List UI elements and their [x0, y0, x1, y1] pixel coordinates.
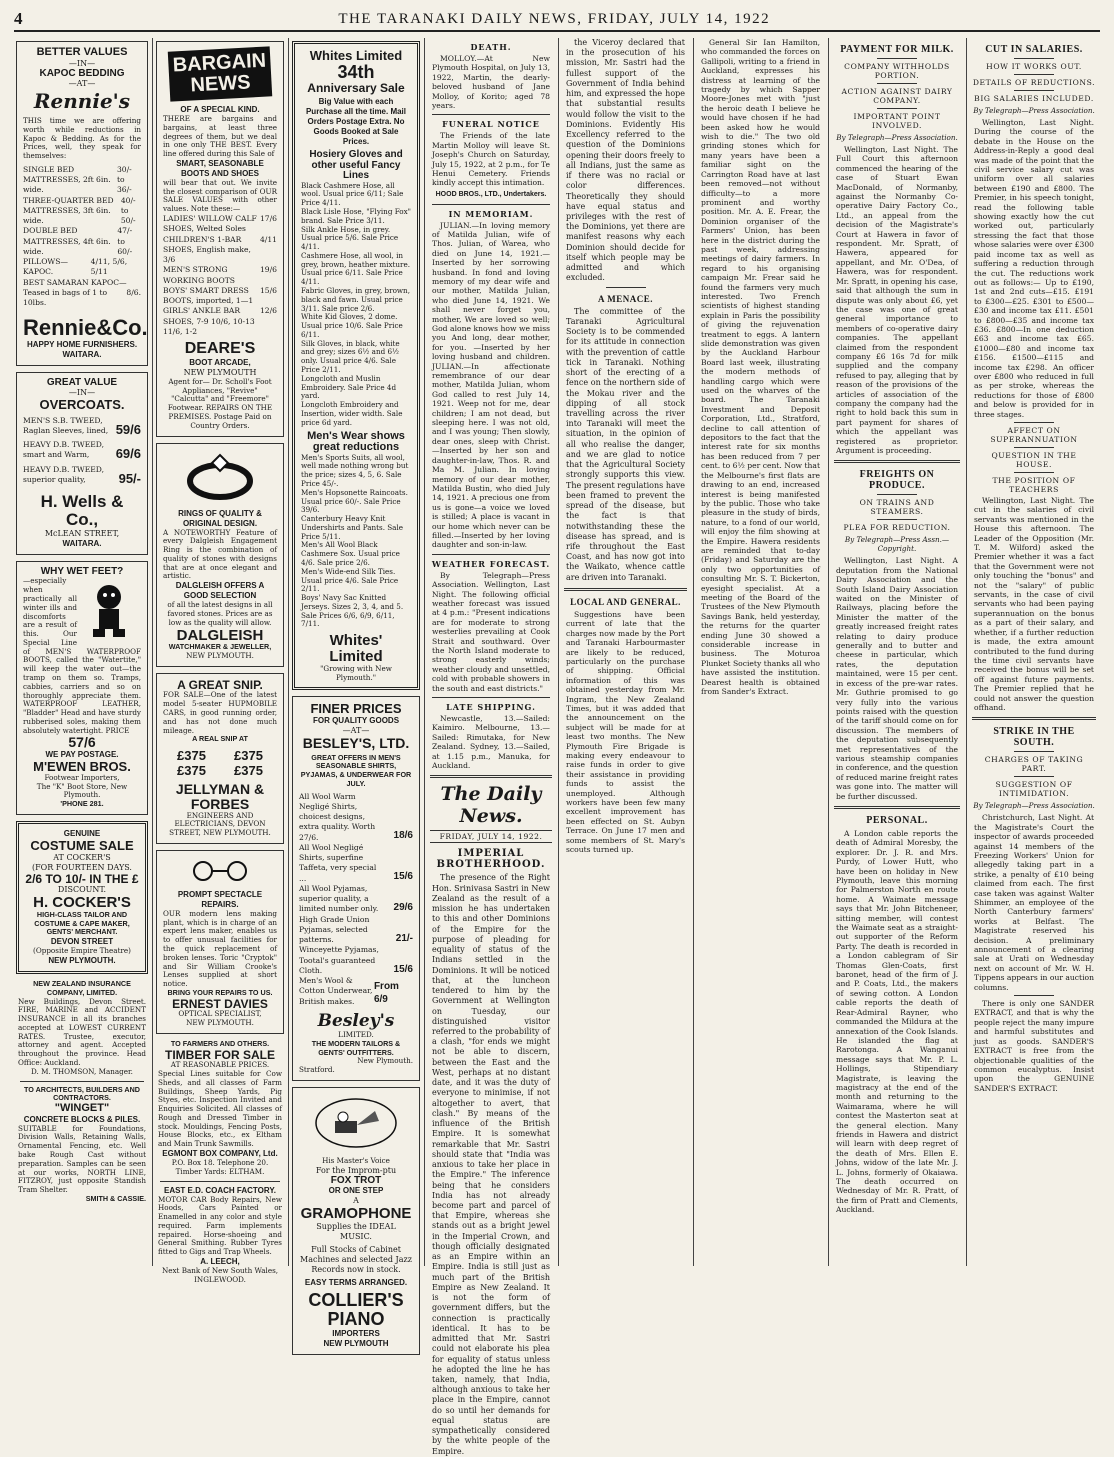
whites-sale-ad: [292, 41, 420, 690]
ad-text: WE PAY POSTAGE.: [45, 750, 119, 760]
price-item: Men's Wool & Cotton Underwear, British makes.: [299, 976, 373, 1006]
ad-headline: NEW ZEALAND INSURANCE COMPANY, LIMITED.: [33, 979, 131, 997]
price-value: £375: [177, 763, 206, 779]
issue-date: FRIDAY, JULY 14, 1922.: [430, 830, 552, 843]
ad-text: —especially when practically all winter ills and discomforts are a result of this. Our Special Line of MEN'S WATERPROOF BOOTS, called the "Watertite," will keep the water out—the tramp on them so. Tramps, cabbies, carriers and so on thoroughly appreciate them. WATERPROOF LEATHER, "Bladder" Head and have sturdy rubberised soles, making them absolutely watertight. PRICE: [23, 576, 141, 735]
ad-brand: BESLEY'S, LTD.: [302, 734, 410, 751]
byline: By Telegraph—Press Assn.—Copyright.: [844, 535, 950, 554]
list-item: Cashmere Hose, all wool, in grey, brown, heather mixture. Usual price 6/11. Sale Price 4/11.: [301, 250, 410, 287]
ad-text: P.O. Box 18. Telephone 20. Timber Yards: ELTHAM.: [171, 1158, 269, 1176]
price-item: THREE-QUARTER BED MATTRESSES, 3ft 6in. wide.: [23, 195, 114, 226]
ad-text: DEVON STREET: [50, 937, 114, 947]
ad-headline: SMART, SEASONABLE BOOTS AND SHOES: [176, 158, 264, 178]
price-item: High Grade Union Pyjamas, selected patterns.: [299, 914, 370, 945]
ad-text: —AT—: [342, 725, 370, 735]
column-2: [154, 38, 286, 1284]
price-item: MEN'S S.B. TWEED, Raglan Sleeves, lined,: [23, 415, 109, 435]
list-item: Men's Hopsonette Raincoats. Usual price 60/-. Sale Price 39/6.: [301, 487, 408, 515]
freights-article: [830, 556, 964, 801]
ad-brand: Rennie&Co.: [23, 315, 148, 341]
list-item: Men's Wide-end Silk Ties. Usual price 4/6. Sale Price 2/11.: [301, 566, 399, 594]
price-item: PILLOWS—KAPOC.: [23, 257, 69, 277]
ad-headline: A GREAT SNIP.: [177, 677, 263, 692]
besley-finer-prices-ad: [292, 696, 420, 1081]
masthead: [14, 8, 1100, 32]
ad-brand: H. Wells & Co.,: [40, 492, 124, 530]
sander-extract-notice: [968, 999, 1100, 1093]
price-item: Teased in bags of 1 to 10lbs.: [23, 287, 108, 308]
article-text: Christchurch, Last Night. At the Magistrate's Court the inspector of awards proceeded against 14 members of the Freezing Workers' Union for allegedly taking part in a strike, a penalty of £10 being claimed from each. The first case taken was against Walter Shimmer, an employee of the North Canterbury farmers' works at Belfast. The Magistrate reserved his decision. A preliminary announcement of a clearing sale at Urati on Wednesday next on account of Mr. W. H. Tippens appears in our auction columns.: [974, 813, 1094, 992]
newspaper-title: THE TARANAKI DAILY NEWS, FRIDAY, JULY 14, 1922: [338, 10, 771, 27]
price-item: All Wool Pyjamas, superior quality, a limited number only.: [299, 883, 379, 914]
ad-headline: BETTER VALUES: [36, 46, 128, 58]
ad-text: AT REASONABLE PRICES.: [170, 1060, 270, 1070]
price-item: HEAVY D.B. TWEED, superior quality,: [23, 464, 105, 484]
cocker-costume-ad: [16, 821, 148, 974]
price-value: 40/- to 50/-: [120, 195, 136, 226]
ad-text: —IN—: [68, 58, 96, 68]
ad-text: DISCOUNT.: [57, 885, 107, 895]
article-subheading: ON TRAINS AND STEAMERS.: [859, 498, 935, 517]
price-value: 95/-: [118, 470, 141, 486]
egmont-timber-ad: [154, 1040, 286, 1177]
ad-brand: DALGLEISH: [176, 626, 264, 644]
personal-column: [830, 829, 964, 1215]
ad-text: BRING YOUR REPAIRS TO US.: [167, 987, 273, 997]
price-value: 4/11, 5/6, 5/11: [90, 257, 128, 277]
ad-text: THERE are bargains and bargains, at least three degrees of them, but we deal in one only THE BEST. Every line offered during this Sale of: [163, 114, 277, 159]
price-item: Winceyette Pyjamas, Tootal's guaranteed Cloth.: [299, 945, 379, 975]
list-item: Silk Ankle Hose, in grey. Usual price 5/6. Sale Price 4/11.: [301, 224, 399, 252]
ad-headline: 2/6 TO 10/- IN THE £: [25, 871, 139, 886]
column-5: [560, 38, 691, 1266]
ad-headline: TO FARMERS AND OTHERS.: [170, 1038, 270, 1048]
price-value: 8/6.: [126, 287, 141, 297]
price-value: 18/6: [393, 830, 413, 842]
ad-headline: Hosiery Gloves and other useful Fancy Lines: [309, 149, 403, 182]
price-value: 47/- to 60/-: [117, 226, 133, 256]
price-value: £375: [177, 748, 206, 764]
ad-headline: PROMPT SPECTACLE REPAIRS.: [177, 889, 263, 909]
list-item: Silk Gloves, in black, white and grey; sizes 6½ and 6½ only. Usual price 4/6. Sale Price 2/11.: [301, 338, 400, 375]
section-heading: FUNERAL NOTICE: [442, 119, 540, 130]
bargain-news-banner: BARGAIN NEWS: [168, 46, 272, 101]
column-6: [695, 38, 826, 1266]
page-number: 4: [14, 9, 23, 28]
article-text: the Viceroy declared that in the prosecution of his mission, Mr. Sastri had the fullest support of the Government of India behind him, and expressed the hope that substantial results would follow the visit to the Dominions. Evidently His Excellency referred to the question of the Dominions opening their doors freely to all Indians, just the same as if there was no racial or color differences. Theoretically they should have equal status and privileges with the rest of the Dominions, yet there are manifest reasons why each Dominion should decide for itself which people may be admitted and which excluded.: [566, 38, 685, 283]
list-item: Fabric Gloves, in grey, brown, black and fawn. Usual price 3/11. Sale price 2/6.: [301, 286, 410, 313]
spectacles-icon: [185, 860, 255, 882]
price-value: 69/6: [115, 446, 141, 462]
ad-headline: Men's Wear shows great reductions: [307, 429, 405, 454]
article-text: Newcastle, 13.—Sailed: Kaimiro. Melbourne, 13.—Sailed: Rimutaka, for New Zealand. Sydney, 13.—Sailed, at 1.15 p.m., Manuka, for Auckland.: [432, 714, 550, 771]
notice-text: JULIAN.—In loving memory of Matilda Julian, wife of Thos. Julian, of Warea, who died on June 14, 1921.—Inserted by her sorrowing husband. In fond and loving memory of my dear wife and our mother, Matilda Julian, who died June 14, 1921. We shall never forget you, mother, We are loved so well; God alone knows how we miss you And long, dear mother, for you. —Inserted by her loving husband and children. JULIAN.—In affectionate remembrance of our dear mother, Matilda Julian, whom God called to rest July 14, 1921. Weep not for me, dear children; I am not dead, but sleeping here. I was not old, and I was young; Then slowly, dear ones, sleep with Christ.—Inserted by her son and daughter-in-law, Thos. R. and Ma M. Julian. In loving memory of our dear mother, Matilda Bustin, who died July 14, 1921. A precious one from us is gone—a voice we loved is stilled; A place is vacant in our home which never can be filled.—Inserted by her loving daughter and son-in-law.: [432, 220, 550, 550]
ad-text: SMITH & CASSIE.: [85, 1193, 146, 1203]
price-value: 15/6: [393, 963, 413, 975]
ad-text: of all the latest designs in all favored stones. Prices are as low as the quality will allow.: [167, 600, 273, 627]
ad-brand: Rennie's: [33, 89, 131, 114]
article-text: The presence of the Right Hon. Srinivasa Sastri in New Zealand as the result of a mission he has undertaken to this and other Dominions of the Empire for the purpose of pleading for equality of status of the Indians settled in the Dominions. It will be noticed that, at the luncheon tendered to him by the Government at Wellington on Tuesday, our distinguished visitor referred to the probability of a clash, "for ends we might not be able to discern, between the East and the West, perhaps at no distant date, and it was the duty of everyone to minimise, if not altogether to avert, that clash." By means of the influence of the British Empire. It is somewhat remarkable that Mr. Sastri should state that "India was anxious to take her place in the Empire." The inference being that he considers India has not already become part and parcel of that Empire, whereas she stands out as a bright jewel in the Imperial Crown, and though officially designated as an Empire within an Empire. India is still just as much part of the British Empire as New Zealand. It is not the form of government differs, but the connection is practically identical. It has to be admitted that Mr. Sastri could not elaborate his plea for equality of status unless he adopted the line he has taken, namely, that India, although anxious to take her place in the Empire, cannot do so until her demands for equal status are sympathetically considered by the white people of the Empire.: [432, 873, 550, 1456]
byline: By Telegraph—Press Association.: [973, 801, 1095, 811]
ad-text: 'PHONE 281.: [60, 799, 104, 809]
price-item: DOUBLE BED MATTRESSES, 4ft 6in. wide.: [23, 226, 111, 256]
price-item: GIRLS' ANKLE BAR SHOES, 7-9 10/6, 10-13 11/6, 1-2: [163, 306, 255, 336]
section-heading: IN MEMORIAM.: [448, 208, 534, 219]
article-text: By Telegraph—Press Association. Wellington, Last Night. The following official weather forecast was issued at 4 p.m.: "Present indications are for moderate to strong westerlies prevailing at Cook Strait and southward. Over the North Island moderate to strong easterly winds; weather cloudy and unsettled, cold with probable showers in the south and east districts.": [432, 570, 550, 693]
ad-headline: DALGLEISH OFFERS A GOOD SELECTION: [175, 581, 265, 601]
article-heading: PAYMENT FOR MILK.: [840, 44, 954, 55]
superannuation-article: [968, 496, 1100, 712]
ad-text: GENUINE: [63, 828, 101, 838]
boy-illustration-icon: [79, 579, 139, 639]
death-notice: [426, 54, 556, 110]
ad-text: OR ONE STEP: [328, 1186, 384, 1196]
price-item: All Wool Negligé Shirts, superfine Taffeta, very special ...: [299, 842, 377, 883]
ad-brand: EGMONT BOX COMPANY, Ltd.: [162, 1149, 278, 1159]
ad-headline: KAPOC BEDDING: [39, 67, 125, 79]
article-text: General Sir Ian Hamilton, who commanded the forces on Gallipoli, writing to a friend in Auckland, expresses his distress at learning of the tragedy by which Sapper Moore-Jones met with "just the heroic death I believe he would have chosen if he had been asked how he would wish to die." The two old grinding stones which for many years have been a familiar sight on the Carrington Road have at last been removed—not without difficulty—to a more prominent and worthy position. Mr. A. E. Frear, the Dominion organiser of the Farmers' Union, has been here in the district during the past week, addressing meetings of dairy farmers. In regard to his organising campaign Mr. Frear said he found the farmers very much interested. Two French scientists of highest standing explain in Paris the possibility of giving the rejuvenation treatment to eggs. A lantern slide demonstration was given by the Auckland Harbour Board last week, illustrating the modern methods of handling cargo which were used on the wharves of the board. The Taranaki Investment and Deposit Corporation, Ltd., Stratford, decline to call attention of depositors to the fact that the interest rate for six months has been reduced from 7 per cent. to 6½ per cent. Now that the Melbourne's first flats are drawing to an end, increased interest is being manifested by the public. Those who take pleasure in the study of birds, nature, to a fond of our world, will enjoy the film showing at the Empire. Hawera residents are reminded that to-day (Friday) and Saturday are the only two opportunities of consulting Mr. S. T. Bickerton, eyesight specialist. At a meeting of the Board of the Trustees of the New Plymouth Savings Bank, held yesterday, the returns for the quarter ending June 30 showed a considerable increase in business. The Moturoa Plunket Society thanks all who have assisted the institution. Dearest health is obtained from Sander's Extract.: [701, 38, 820, 697]
list-item: White Kid Gloves, 2 dome. Usual price 10/6. Sale Price 6/11.: [301, 312, 403, 339]
ad-text: Full Stocks of Cabinet Machines and selected Jazz Records now in stock.: [300, 1244, 412, 1274]
ad-brand: Whites' Limited: [329, 632, 383, 665]
local-general: [560, 610, 691, 855]
article-heading: STRIKE IN THE SOUTH.: [993, 726, 1075, 749]
ad-text: "Growing with New Plymouth.": [320, 663, 392, 682]
ad-headline: OVERCOATS.: [39, 397, 125, 413]
memoriam-notice: [426, 221, 556, 550]
ad-text: IMPORTERS: [332, 1328, 380, 1338]
price-value: £375: [234, 763, 263, 779]
ad-text: For the Improm-ptu: [315, 1165, 397, 1175]
article-heading: PERSONAL.: [866, 814, 928, 826]
ad-headline: FOX TROT: [330, 1174, 382, 1186]
ad-text: AT COCKER'S: [53, 852, 111, 862]
ad-brand: Besley's: [317, 1010, 395, 1031]
ad-brand: Whites Limited: [309, 48, 403, 63]
ad-text: NEW PLYMOUTH.: [48, 956, 116, 965]
ad-text: THE MODERN TAILORS & GENTS' OUTFITTERS.: [311, 1038, 401, 1057]
list-item: Longcloth and Muslin Embroidery. Sale Price 4d yard.: [301, 373, 397, 401]
price-value: £375: [234, 748, 263, 764]
ad-brand: H. COCKER'S: [33, 894, 131, 912]
ad-text: NEW PLYMOUTH.: [186, 651, 254, 661]
jellyman-car-ad: [156, 673, 284, 844]
ad-text: D. M. THOMSON, Manager.: [31, 1066, 133, 1076]
ad-text: —IN—: [68, 388, 96, 398]
byline: By Telegraph—Press Association.: [973, 106, 1095, 115]
ad-brand: ERNEST DAVIES: [172, 996, 268, 1011]
wells-overcoats-ad: [16, 372, 148, 555]
ad-brand: DEARE'S: [184, 340, 256, 358]
ad-text: THIS time we are offering worth while reductions in Kapoc & Bedding. As for the Prices, well, they speak for themselves:: [23, 116, 141, 161]
ad-text: HIGH-CLASS TAILOR AND COSTUME & CAPE MAKER, GENTS' MERCHANT.: [34, 909, 130, 937]
price-item: HEAVY D.B. TWEED, smart and Warm,: [23, 440, 105, 460]
price-value: From 6/9: [373, 980, 399, 1006]
ad-headline: GREAT VALUE: [46, 376, 118, 388]
ad-headline: WHY WET FEET?: [40, 565, 124, 577]
list-item: Boys' Navy Sac Knitted Jerseys. Sizes 2, 3, 4, and 5. Sale Prices 6/6, 6/9, 6/11, 7/11.: [301, 593, 404, 629]
salaries-article: [968, 118, 1100, 419]
davies-spectacle-ad: [156, 850, 284, 1034]
ad-text: NEW PLYMOUTH.: [186, 1018, 254, 1028]
ad-headline: TIMBER FOR SALE: [165, 1047, 275, 1062]
ad-text: Footwear Importers,: [44, 772, 120, 782]
insurance-notice: [14, 980, 150, 1077]
list-item: Black Cashmere Hose, all wool. Usual price 6/11; Sale Price 4/11.: [301, 180, 404, 208]
ad-text: MOTOR CAR Body Repairs, New Hoods, Cars Painted or Enamelled in any color and style required. Farm implements repaired. Horse-shoeing and General Smithing. Rubber Tyres fitted to Gigs and Trap Wheels.: [158, 1194, 282, 1257]
ad-headline: Anniversary Sale: [307, 80, 405, 95]
price-value: 15/6: [393, 871, 413, 883]
deare-boot-ad: [156, 41, 284, 437]
column-7: [830, 38, 964, 1266]
ad-text: LIMITED.: [338, 1029, 374, 1039]
newspaper-nameplate: The Daily News.: [440, 783, 542, 828]
list-item: Men's All Wool Black Cashmere Sox. Usual price 4/6. Sale price 2/6.: [301, 540, 400, 567]
price-value: 57/6: [68, 734, 96, 751]
ad-headline: 34th: [337, 61, 375, 82]
ad-text: ENGINEERS AND ELECTRICIANS, DEVON STREET, NEW PLYMOUTH.: [169, 810, 271, 838]
list-item: Men's Sports Suits, all wool, well made nothing wrong but the price; sizes 4, 5, 6. Sale Price 45/-.: [301, 452, 409, 488]
article-subheading: BIG SALARIES INCLUDED.: [974, 94, 1094, 103]
ad-text: The "K" Boot Store, New Plymouth.: [36, 781, 128, 800]
leech-factory-ad: [154, 1186, 286, 1285]
list-item: Longcloth Embroidery and Insertion, wider width. Sale price 6d yard.: [301, 400, 403, 427]
byline: By Telegraph—Press Association.: [836, 133, 958, 142]
article-text: A London cable reports the death of Admiral Moresby, the explorer. Dr. J. R. and Mrs. Purdy, of Lower Hutt, who have been on holiday in New Plymouth, leave this morning for Palmerston North en route home. A Waimate message says that Mr. John Bitcheneer, sitting member, will contest the Waimate seat as a straight-out supporter of the Reform Party. The death is recorded in a London cablegram of Sir Thomas Glen-Coats, first baronet, head of the firm of J. and P. Coats, Ltd., the makers of sewing cotton. A London cable reports the death of Rear-Admiral Rayner, who commanded the Mildura at the annexation of the Cook Islands. He islanded the flag at Rarotonga. A Wanganui message says that Mr. P. L. Hollings, Stipendiary Magistrate, is leaving the magistracy at the end of the month and returning to the Waimarama, where he will contest the Masterton seat at the general election. Many friends in Hawera and district will learn with deep regret of the death of Mrs. Ellen E. Johns, widow of the late Mr. J. L. Johns, formerly of Okaiawa. The death occurred on Wednesday of Mr. R. Pratt, of the firm of Pratt and Clements, Auckland.: [836, 828, 958, 1215]
article-text: The committee of the Taranaki Agricultural Society is to be commended for its attitude in connection with the prevention of cattle tick in Taranaki. Nothing short of the erecting of a fence on the northern side of the Mokau river and the dipping of all stock travelling across the river into Taranaki will meet the situation, in the opinion of all who realise the danger, and we are glad to notice that the Agricultural Society strongly supports this view. The present regulations have been framed to prevent the spread of the disease, but the fact is that notwithstanding these the disease has spread, and is rife throughout the East Coast, and has now got into the Waikato, whence cattle are driven into Taranaki.: [566, 306, 685, 582]
section-heading: LATE SHIPPING.: [446, 702, 536, 713]
ad-text: Special Lines suitable for Cow Sheds, and all classes of Farm Buildings, Sheep Yards, Pig Styes, etc. Inspection Invited and Enquiries Solicited. All classes of Rough and Dressed Timber in stock. Mouldings, Fencing Posts, House Blocks, etc., ex Eltham and Main Trunk Sawmills.: [158, 1068, 282, 1149]
list-item: Canterbury Heavy Knit Undershirts and Pants. Sale Price 5/11.: [301, 514, 404, 541]
ad-text: WAITARA.: [62, 349, 102, 359]
menace-article: [560, 307, 691, 583]
strike-article: [968, 813, 1100, 992]
ad-headline: TO ARCHITECTS, BUILDERS AND CONTRACTORS.: [24, 1084, 140, 1103]
ad-text: NEW PLYMOUTH: [323, 1338, 389, 1348]
article-subheading: PLEA FOR REDUCTION.: [843, 523, 951, 533]
ad-brand: "WINGET": [54, 1102, 110, 1115]
ad-text: Next Bank of New South Wales, INGLEWOOD.: [161, 1266, 279, 1284]
price-value: 4/11: [259, 234, 277, 244]
column-3: [290, 38, 422, 1348]
ad-text: Big Value with each Purchase all the time. Mail Orders Postage Extra. No Goods Booked at Sale Prices.: [305, 97, 407, 147]
article-heading: LOCAL AND GENERAL.: [570, 596, 681, 607]
ad-text: His Master's Voice: [322, 1155, 390, 1165]
article-text: Wellington, Last Night. During the course of the debate in the House on the Address-in-Reply a good deal was made of the point that the civil service salary cut was uniform over all salaries between £190 and £800. The Premier, in his speech tonight, read the following table showing exactly how the cut worked out, particularly stressing the fact that those whose salaries were over £300 paid income tax as well as suffering a reduction through the cut. The reductions work out as follows:— Up to £190, 1st and 2nd cuts—£15. £191 to £300—£25. £301 to £500—£30 and income tax £11. £501 to £800—£35 and income tax £36. £800—In one deduction £63 and income tax £65. £1000—£80 and income tax £156. £1500—£115 and income tax £298. An officer over £800 who reduced in full as per stroke, whereas the reductions for those of £800 and below is provided for in three stages.: [974, 118, 1094, 419]
article-subheading: THE POSITION OF TEACHERS: [992, 476, 1076, 494]
notice-text: The Friends of the late Martin Molloy will leave St. Joseph's Church on Saturday, July 15, 1922, at 2 p.m., for Te Henui Cemetery. Friends kindly accept this intimation.: [432, 131, 550, 188]
ad-text: NEW PLYMOUTH: [183, 367, 257, 377]
article-subheading: IMPORTANT POINT INVOLVED.: [853, 112, 941, 130]
ad-text: WATCHMAKER & JEWELLER,: [168, 642, 272, 652]
price-value: 19/6: [259, 265, 277, 275]
ad-text: OPTICAL SPECIALIST,: [178, 1009, 262, 1019]
funeral-notice: [426, 131, 556, 199]
editorial: [426, 873, 556, 1456]
ad-brand: JELLYMAN & FORBES: [175, 781, 265, 812]
editorial-heading: IMPERIAL BROTHERHOOD.: [436, 848, 546, 871]
column-4: [426, 38, 556, 1456]
price-value: 59/6: [115, 421, 141, 437]
article-heading: FREIGHTS ON PRODUCE.: [859, 469, 935, 492]
ad-headline: EAST E.D. COACH FACTORY.: [163, 1185, 276, 1195]
price-value: 30/- to 36/-: [116, 164, 132, 195]
ad-text: FOR SALE—One of the latest model 5-seater HUPMOBILE CARS, in good running order, and has not done much mileage.: [163, 690, 277, 735]
ad-text: Agent for— Dr. Scholl's Foot Appliances, "Revive" "Calcutta" and "Freemore" Footwear. REPAIRS ON THE PREMISES. Postage Paid on Country Orders.: [167, 376, 273, 430]
local-general-continued: [695, 38, 826, 696]
article-subheading: COMPANY WITHHOLDS PORTION.: [844, 62, 950, 80]
price-item: CHILDREN'S 1-BAR SHOES, English make, 3/6: [163, 234, 251, 265]
ad-headline: FINER PRICES: [310, 701, 402, 717]
ad-text: OUR modern lens making plant, which is in charge of an expert lens maker, enables us to offer unusual facilities for the quick replacement of broken lenses. Toric "Cryptok" and Sir William Crooke's Lenses supplied at short notice.: [163, 908, 277, 989]
column-1: [14, 38, 150, 1266]
ad-text: (Opposite Empire Theatre): [33, 946, 131, 956]
price-value: 21/-: [395, 932, 413, 944]
article-subheading: ACTION AGAINST DAIRY COMPANY.: [841, 87, 953, 105]
price-item: SINGLE BED MATTRESSES, 2ft 6in. wide.: [23, 164, 111, 195]
article-heading: A MENACE.: [597, 293, 653, 304]
ad-text: will bear that out. We invite the closest comparison of OUR SALE VALUES with other values. Note these:—: [163, 177, 277, 214]
price-value: 12/6: [259, 306, 277, 316]
milk-article: [830, 145, 964, 455]
ad-text: EASY TERMS ARRANGED.: [304, 1277, 408, 1287]
article-subheading: HOW IT WORKS OUT.: [986, 62, 1082, 71]
ad-headline: GRAMOPHONE: [300, 1205, 412, 1223]
price-value: 15/6: [259, 285, 277, 295]
ad-text: BOOT ARCADE,: [189, 357, 251, 367]
ad-text: McLEAN STREET,: [44, 528, 120, 538]
article-text: Suggestions have been current of late that the charges now made by the Port and Taranaki Harbourmaster are likely to be reduced, particularly on the purchase of shipping. Official information of this was obtained yesterday from Mr. Ingram, the New Zealand Times, but it was added that the announcement on the subject will be made for at least two months. The New Plymouth Fire Brigade is making every endeavour to raise funds in order to give their assistance in providing funds to assist the unemployed. Although workers have been few many excellent improvement has been effected on St. Aubyn Terrace. On June 17 men and some members of St. Mary's scouts turned up.: [566, 609, 685, 855]
ad-headline: OF A SPECIAL KIND.: [180, 105, 260, 114]
ad-text: SUITABLE for Foundations, Division Walls, Retaining Walls, Ornamental Fencing, etc. Well bake Rough Cast without preparation. Samples can be seen at our works, NORTH LINE, FITZROY, just opposite Standish Tram Shelter.: [18, 1123, 146, 1195]
gramophone-dog-icon: [313, 1097, 399, 1149]
price-value: 17/6: [259, 214, 277, 224]
ad-text: New Plymouth.: [357, 1056, 413, 1066]
column-8: [968, 38, 1100, 1266]
ring-illustration-icon: [180, 453, 260, 501]
ad-headline: COSTUME SALE: [30, 837, 134, 853]
price-item: All Wool Warm Negligé Shirts, choicest designs, extra quality. Worth 27/6.: [299, 791, 376, 842]
dalgleish-rings-ad: [156, 443, 284, 667]
ad-text: Supplies the IDEAL MUSIC.: [316, 1221, 396, 1241]
article-subheading: CHARGES OF TAKING PART.: [984, 755, 1084, 774]
winget-ad: [14, 1086, 150, 1204]
ad-text: WAITARA.: [62, 538, 102, 548]
collier-gramophone-ad: [292, 1087, 420, 1355]
article-text: There is only one SANDER EXTRACT, and that is why the people reject the many impure and harmful substitutes and just as goods. SANDER'S EXTRACT is free from the objectionable qualities of the common eucalyptus. Insist upon the GENUINE SANDER'S EXTRACT.: [974, 999, 1094, 1093]
ad-text: New Buildings, Devon Street. FIRE, MARINE and ACCIDENT INSURANCE in all its branches accepted at LOWEST CURRENT RATES. Trustee, executor, attorney and agent. Accepted throughout the province. Head Office: Auckland.: [18, 996, 146, 1068]
ad-text: A REAL SNIP AT: [192, 734, 248, 744]
article-heading: AFFECT ON SUPERANNUATION: [990, 426, 1078, 444]
section-heading: DEATH.: [470, 42, 512, 52]
article-subheading: QUESTION IN THE HOUSE.: [991, 451, 1077, 469]
ad-brand: M'EWEN BROS.: [33, 759, 131, 775]
ad-text: A NOTEWORTHY Feature of every Dalgleish Engagement Ring is the combination of quality of stones with designs that are at once elegant and artistic.: [163, 527, 277, 581]
ad-headline: CONCRETE BLOCKS & PILES.: [23, 1114, 141, 1124]
weather-forecast: [426, 571, 556, 693]
article-text: Wellington, Last Night. A deputation from the National Dairy Association and the South Island Dairy Association waited on the Minister of Railways, placing before the Minister the matter of the greatly increased freight rates relating to dairy produce generally and to butter and cheese in particular, which rates, the deputation maintained, were 15 per cent. in excess of the pre-war rates. Mr. Guthrie promised to go very fully into the various points raised with the question of the tariff should come on for discussion. The members of the deputation subsequently met representatives of the various steamship companies in conference, and the question of reduced marine freight rates was gone into. The matter will be further discussed.: [836, 556, 958, 801]
list-item: Black Lisle Hose, "Flying Fox" brand. Sale Price 3/11.: [301, 206, 411, 225]
ad-text: (FOR FOURTEEN DAYS.: [32, 862, 132, 872]
mcewen-boots-ad: [16, 561, 148, 815]
rennie-bedding-ad: [16, 41, 148, 366]
article-text: Wellington, Last Night. The Full Court this afternoon commenced the hearing of the case of Stuart Ewan MacDonald, of Normanby, against the Normanby Co-operative Dairy Factory Co., Ltd., an appeal from the decision of the Magistrate's Court at Hawera in favor of respondent. Mr. Spratt, of Hawera, appeared for appellant, and Mr. O'Dea, of Hawera, was for respondent. Mr. Spratt, in opening his case, said that although the sum in dispute was only about £6, yet the case was one of great general importance to members of co-operative dairy companies. The appellant claimed from the respondent company £6 16s 7d for milk supplied and the company refused to pay, alleging that by reason of the provisions of the articles of association of the company the company had the right to hold back this sum in part payment for shares of which the appellant was registered as proprietor. Argument is proceeding.: [836, 145, 958, 455]
price-item: MEN'S STRONG WORKING BOOTS: [163, 265, 235, 285]
price-item: BOYS' SMART DRESS BOOTS, imported, 1—1: [163, 285, 254, 306]
ad-headline: RINGS OF QUALITY & ORIGINAL DESIGN.: [178, 508, 262, 528]
ad-text: Stratford.: [299, 1065, 335, 1075]
article-subheading: SUGGESTION OF INTIMIDATION.: [995, 780, 1073, 799]
ad-headline: FOR QUALITY GOODS: [312, 715, 400, 725]
price-item: BEST SAMARAN KAPOC—: [23, 277, 127, 287]
article-subheading: DETAILS OF REDUCTIONS.: [972, 78, 1096, 87]
article-text: Wellington, Last Night. The cut in the salaries of civil servants was mentioned in the House this afternoon. The Leader of the Opposition (Mr. T. M. Wilford) asked the Premier whether it was a fact that the Government were not only touching the "bonus" and not the "salary" of public servants, in the case of civil servants who had been paying superannuation on the bonus as a part of their salary, and whether, if a further reduction is made, the extra amount contributed to the fund during the time civil servants have received the bonus will be set off against future payments. The Premier replied that he could not answer the question offhand.: [974, 496, 1094, 712]
price-item: LADIES' WILLOW CALF SHOES, Welted Soles: [163, 214, 257, 234]
section-heading: WEATHER FORECAST.: [431, 558, 551, 569]
ad-text: A: [353, 1196, 359, 1206]
ad-text: HAPPY HOME FURNISHERS.: [26, 339, 138, 349]
ad-text: —AT—: [68, 79, 96, 89]
ad-brand: A. LEECH,: [200, 1257, 240, 1267]
article-heading: CUT IN SALARIES.: [985, 44, 1083, 55]
ad-brand: COLLIER'S PIANO: [308, 1289, 404, 1329]
editorial-continued: [560, 38, 691, 284]
notice-text: HOOD BROS., LTD., Undertakers.: [435, 190, 547, 198]
ad-text: GREAT OFFERS IN MEN'S SEASONABLE SHIRTS, PYJAMAS, & UNDERWEAR FOR JULY.: [300, 752, 412, 788]
price-value: 29/6: [393, 902, 413, 914]
late-shipping: [426, 714, 556, 770]
notice-text: MOLLOY.—At New Plymouth Hospital, on July 13, 1922, Martin, the dearly-beloved husband of Jane Molloy, of Korito; aged 78 years.: [432, 54, 550, 111]
